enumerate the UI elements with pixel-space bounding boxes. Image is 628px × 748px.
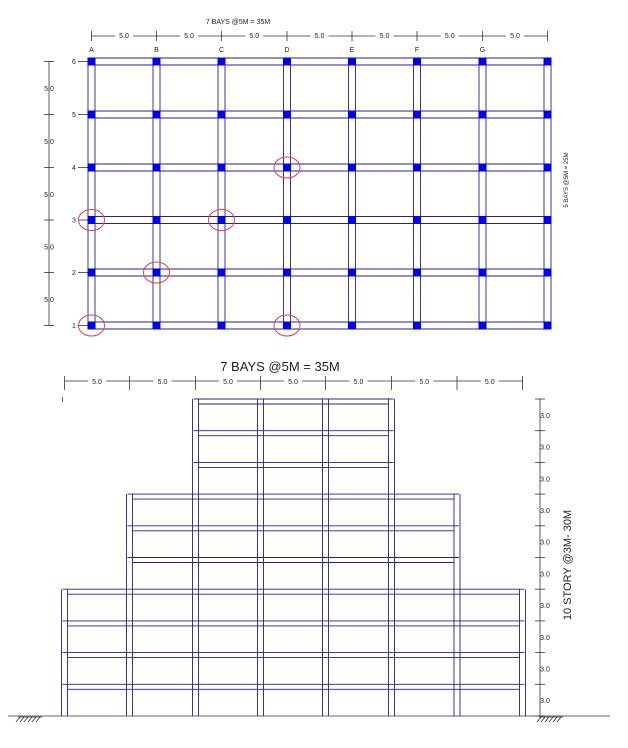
plan-column xyxy=(348,164,356,172)
support-hatch-right xyxy=(537,717,541,722)
support-hatch-right xyxy=(549,717,553,722)
plan-column-labels xyxy=(89,47,485,54)
elev-bay-label: 5.0 xyxy=(353,379,364,386)
plan-column xyxy=(479,216,487,224)
plan-column xyxy=(283,269,291,277)
plan-column xyxy=(479,269,487,277)
plan-column xyxy=(413,164,421,172)
plan-column-label-c: C xyxy=(218,47,225,54)
plan-column xyxy=(283,164,291,172)
ground-supports xyxy=(16,717,563,722)
support-hatch-left xyxy=(24,717,28,722)
floor-plan xyxy=(44,19,570,336)
plan-column-label-b: B xyxy=(154,47,159,54)
elev-bay-label: 5.0 xyxy=(92,379,102,386)
plan-column xyxy=(88,58,96,66)
plan-highlight-circles xyxy=(79,157,301,336)
plan-column-label-f: F xyxy=(414,47,420,54)
plan-row-label-6: 6 xyxy=(72,59,76,66)
plan-column xyxy=(544,111,552,119)
plan-column xyxy=(218,216,226,224)
plan-column xyxy=(218,164,226,172)
elev-story-label: 3.0 xyxy=(540,571,550,579)
plan-column xyxy=(348,322,356,330)
plan-row-label-3: 3 xyxy=(72,217,76,225)
elev-bay-label: 5.0 xyxy=(157,379,168,386)
plan-column xyxy=(544,216,552,224)
plan-column xyxy=(153,216,161,224)
plan-column xyxy=(544,322,552,330)
plan-row-spacing-label: 5.0 xyxy=(44,139,54,146)
elev-bay-label: 5.0 xyxy=(288,379,298,386)
elev-story-label: 3.0 xyxy=(540,539,550,547)
plan-row-spacing-label: 5.0 xyxy=(44,244,54,252)
support-hatch-right xyxy=(545,717,549,722)
plan-title: 7 BAYS @5M = 35M xyxy=(205,19,271,26)
plan-column xyxy=(544,269,552,277)
plan-column xyxy=(479,164,487,172)
plan-column xyxy=(88,164,96,172)
plan-column xyxy=(413,58,421,66)
elev-bay-label: 5.0 xyxy=(484,379,495,386)
elev-bay-label: 5.0 xyxy=(223,379,233,386)
plan-row-spacing-label: 5.0 xyxy=(44,191,54,199)
plan-row-dimension-line xyxy=(44,62,54,326)
plan-row-label-5: 5 xyxy=(72,112,76,119)
plan-column xyxy=(218,322,226,330)
plan-column xyxy=(479,111,487,119)
plan-beams xyxy=(88,58,551,329)
elev-story-label: 3.0 xyxy=(540,698,550,706)
plan-column xyxy=(479,58,487,66)
plan-column xyxy=(544,58,552,66)
plan-column xyxy=(153,164,161,172)
support-hatch-left xyxy=(36,717,40,722)
plan-column xyxy=(88,269,96,277)
plan-row-spacing-label: 5.0 xyxy=(44,297,54,304)
plan-row-spacing-label: 5.0 xyxy=(44,86,54,93)
plan-column-label-d: D xyxy=(284,47,290,54)
plan-row-label-1: 1 xyxy=(72,323,76,330)
plan-column xyxy=(88,111,96,119)
support-hatch-right xyxy=(557,717,561,722)
plan-bay-dimension-line xyxy=(92,31,548,41)
plan-column xyxy=(348,269,356,277)
support-hatch-left xyxy=(20,717,24,722)
plan-bay-label: 5.0 xyxy=(379,33,390,40)
elev-story-label: 3.0 xyxy=(540,412,550,420)
plan-column xyxy=(544,164,552,172)
support-hatch-right xyxy=(541,717,545,722)
elev-story-label: 3.0 xyxy=(540,666,550,674)
plan-bay-label: 5.0 xyxy=(314,33,325,40)
plan-column xyxy=(413,111,421,119)
plan-column xyxy=(413,322,421,330)
support-hatch-right xyxy=(553,717,557,722)
plan-bay-label: 5.0 xyxy=(249,33,260,40)
plan-row-label-2: 2 xyxy=(72,270,76,277)
elevation-story-dimension-line xyxy=(535,399,550,716)
support-hatch-left xyxy=(32,717,36,722)
elev-bay-label: 5.0 xyxy=(419,379,430,386)
plan-column xyxy=(218,58,226,66)
elevation-title: 7 BAYS @5M = 35M xyxy=(220,359,340,374)
elev-story-label: 3.0 xyxy=(540,444,550,452)
elev-story-label: 3.0 xyxy=(540,634,550,642)
plan-column xyxy=(283,58,291,66)
plan-column xyxy=(283,216,291,224)
elevation-side-label: 10 STORY @3M- 30M xyxy=(562,509,574,621)
plan-side-label: 5 BAYS @5M = 25M xyxy=(564,152,570,208)
plan-column xyxy=(348,111,356,119)
elevation-frame xyxy=(62,399,526,716)
plan-columns xyxy=(88,58,552,330)
plan-column xyxy=(218,269,226,277)
plan-column xyxy=(88,322,96,330)
plan-column xyxy=(413,216,421,224)
plan-bay-label: 5.0 xyxy=(184,33,194,40)
plan-column xyxy=(348,216,356,224)
support-hatch-left xyxy=(16,717,20,722)
elevation-bay-dimension-line xyxy=(63,376,523,402)
plan-column xyxy=(153,58,161,66)
plan-column xyxy=(413,269,421,277)
elev-story-label: 3.0 xyxy=(540,476,550,484)
plan-column xyxy=(153,111,161,119)
plan-column-label-a: A xyxy=(89,47,94,54)
plan-column xyxy=(88,216,96,224)
plan-column-label-g: G xyxy=(479,47,486,54)
plan-bay-label: 5.0 xyxy=(510,33,520,40)
elev-story-label: 3.0 xyxy=(540,603,550,611)
plan-column-label-e: E xyxy=(349,47,355,54)
plan-column xyxy=(283,111,291,119)
plan-row-labels xyxy=(72,59,87,330)
plan-column xyxy=(283,322,291,330)
plan-bay-label: 5.0 xyxy=(119,33,129,40)
plan-row-label-4: 4 xyxy=(72,165,76,172)
plan-column xyxy=(479,322,487,330)
plan-column xyxy=(153,269,161,277)
plan-bay-label: 5.0 xyxy=(444,33,455,40)
plan-column xyxy=(218,111,226,119)
plan-column xyxy=(153,322,161,330)
elevation-view xyxy=(8,359,610,722)
plan-column xyxy=(348,58,356,66)
support-hatch-left xyxy=(28,717,32,722)
elev-story-label: 3.0 xyxy=(540,507,550,515)
